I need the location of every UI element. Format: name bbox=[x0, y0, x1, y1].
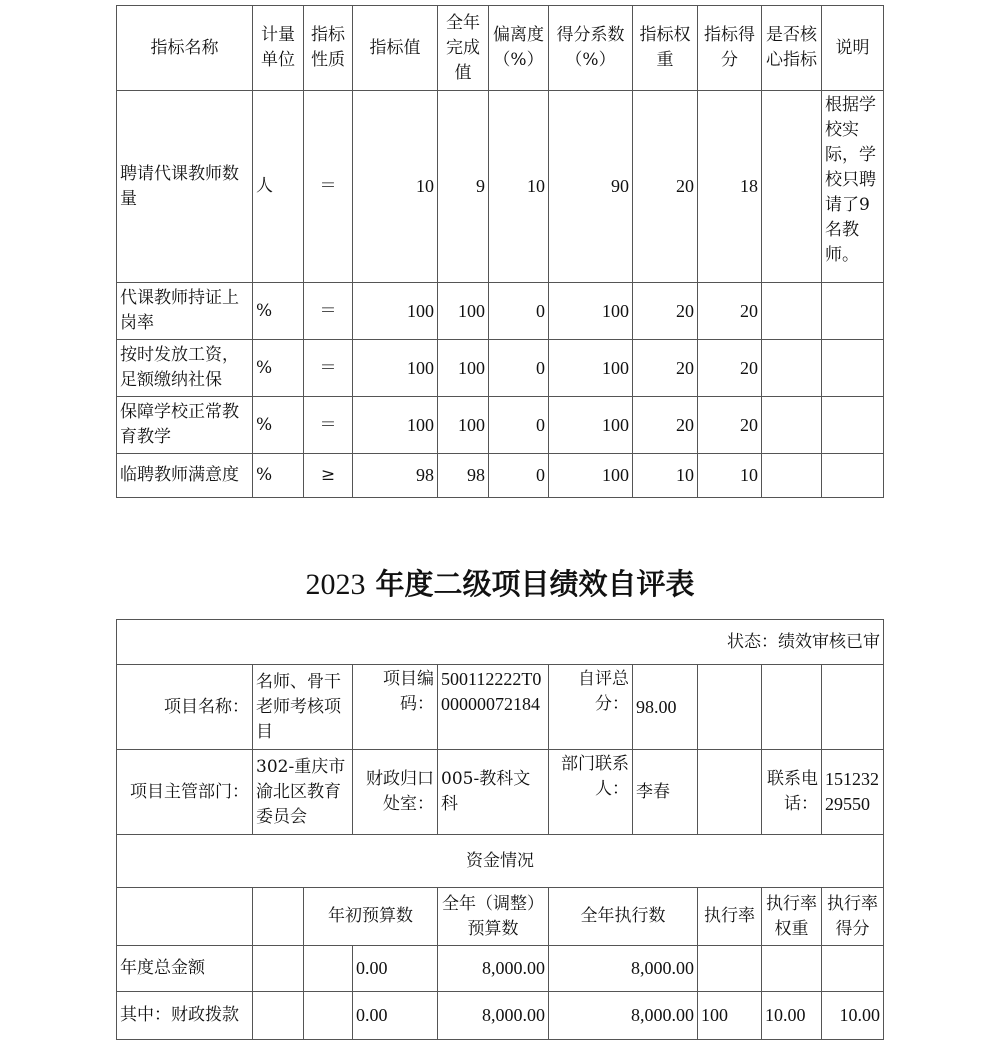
funds-col-header-row bbox=[117, 888, 884, 946]
fund-rate-value bbox=[698, 946, 762, 992]
indicator-actual: 100 bbox=[438, 397, 489, 454]
col-header-coef: 得分系数（%） bbox=[549, 6, 633, 91]
indicator-nature: ＝ bbox=[304, 91, 353, 283]
indicator-nature: ＝ bbox=[304, 397, 353, 454]
col-header-score: 指标得分 bbox=[698, 6, 762, 91]
empty-cell bbox=[253, 992, 304, 1040]
dept-info-row bbox=[117, 750, 884, 835]
fund-executed-value: 8,000.00 bbox=[549, 946, 698, 992]
col-header-note: 说明 bbox=[822, 6, 884, 91]
indicator-target: 100 bbox=[353, 283, 438, 340]
fund-adjusted-value: 8,000.00 bbox=[438, 946, 549, 992]
col-header-weight: 指标权重 bbox=[633, 6, 698, 91]
table-row bbox=[117, 397, 884, 454]
indicator-core bbox=[762, 340, 822, 397]
indicator-name: 代课教师持证上岗率 bbox=[117, 283, 253, 340]
indicator-weight: 20 bbox=[633, 340, 698, 397]
empty-cell bbox=[253, 946, 304, 992]
indicator-coef: 90 bbox=[549, 91, 633, 283]
indicator-deviation: 0 bbox=[489, 283, 549, 340]
phone-value: 15123229550 bbox=[822, 750, 884, 835]
indicator-score: 20 bbox=[698, 397, 762, 454]
indicator-weight: 10 bbox=[633, 454, 698, 498]
indicator-weight: 20 bbox=[633, 283, 698, 340]
indicator-coef: 100 bbox=[549, 340, 633, 397]
project-name-value: 名师、骨干老师考核项目 bbox=[253, 665, 353, 750]
col-header-nature: 指标性质 bbox=[304, 6, 353, 91]
indicator-target: 98 bbox=[353, 454, 438, 498]
col-header-rate-weight: 执行率权重 bbox=[762, 888, 822, 946]
empty-cell bbox=[762, 665, 822, 750]
indicator-note: 根据学校实际，学校只聘请了9名教师。 bbox=[822, 91, 884, 283]
fund-row-label: 其中：财政拨款 bbox=[117, 992, 253, 1040]
indicator-target: 100 bbox=[353, 397, 438, 454]
table-row bbox=[117, 340, 884, 397]
indicator-note bbox=[822, 283, 884, 340]
col-header-deviation: 偏离度（%） bbox=[489, 6, 549, 91]
empty-cell bbox=[304, 992, 353, 1040]
indicator-name: 保障学校正常教育教学 bbox=[117, 397, 253, 454]
indicator-name: 聘请代课教师数量 bbox=[117, 91, 253, 283]
indicator-score: 20 bbox=[698, 340, 762, 397]
indicator-actual: 100 bbox=[438, 340, 489, 397]
col-header-rate-score: 执行率得分 bbox=[822, 888, 884, 946]
indicator-core bbox=[762, 283, 822, 340]
table-row bbox=[117, 992, 884, 1040]
indicator-note bbox=[822, 397, 884, 454]
indicator-coef: 100 bbox=[549, 454, 633, 498]
project-code-label: 项目编码： bbox=[353, 665, 438, 750]
indicator-target: 100 bbox=[353, 340, 438, 397]
indicator-core bbox=[762, 397, 822, 454]
empty-cell bbox=[304, 946, 353, 992]
indicator-target: 10 bbox=[353, 91, 438, 283]
empty-cell bbox=[253, 888, 304, 946]
indicator-deviation: 0 bbox=[489, 397, 549, 454]
empty-cell bbox=[698, 665, 762, 750]
finance-office-label: 财政归口处室： bbox=[353, 750, 438, 835]
col-header-core: 是否核心指标 bbox=[762, 6, 822, 91]
indicator-deviation: 0 bbox=[489, 454, 549, 498]
finance-office-value: 005-教科文科 bbox=[438, 750, 549, 835]
contact-label: 部门联系人： bbox=[549, 750, 633, 835]
indicator-unit: % bbox=[253, 283, 304, 340]
indicator-actual: 9 bbox=[438, 91, 489, 283]
fund-row-label: 年度总金额 bbox=[117, 946, 253, 992]
indicator-unit: % bbox=[253, 397, 304, 454]
evaluation-table bbox=[116, 619, 884, 1040]
col-header-target: 指标值 bbox=[353, 6, 438, 91]
table-row bbox=[117, 283, 884, 340]
indicator-nature: ＝ bbox=[304, 340, 353, 397]
indicator-header-row bbox=[117, 6, 884, 91]
indicator-deviation: 0 bbox=[489, 340, 549, 397]
indicator-nature: ≥ bbox=[304, 454, 353, 498]
status-row bbox=[117, 620, 884, 665]
fund-initial-value: 0.00 bbox=[353, 946, 438, 992]
fund-adjusted-value: 8,000.00 bbox=[438, 992, 549, 1040]
indicator-coef: 100 bbox=[549, 397, 633, 454]
page-title bbox=[0, 562, 1000, 603]
indicator-unit: % bbox=[253, 454, 304, 498]
indicator-score: 20 bbox=[698, 283, 762, 340]
indicator-weight: 20 bbox=[633, 397, 698, 454]
col-header-adjusted-budget: 全年（调整）预算数 bbox=[438, 888, 549, 946]
empty-cell bbox=[822, 665, 884, 750]
title-year: 2023 bbox=[305, 568, 366, 601]
indicator-actual: 98 bbox=[438, 454, 489, 498]
col-header-executed: 全年执行数 bbox=[549, 888, 698, 946]
indicator-coef: 100 bbox=[549, 283, 633, 340]
title-text: 年度二级项目绩效自评表 bbox=[375, 567, 695, 601]
table-row bbox=[117, 454, 884, 498]
funds-header: 资金情况 bbox=[117, 835, 884, 888]
self-score-label: 自评总分： bbox=[549, 665, 633, 750]
indicator-name: 按时发放工资，足额缴纳社保 bbox=[117, 340, 253, 397]
phone-label: 联系电话： bbox=[762, 750, 822, 835]
indicator-name: 临聘教师满意度 bbox=[117, 454, 253, 498]
empty-cell bbox=[698, 750, 762, 835]
indicator-actual: 100 bbox=[438, 283, 489, 340]
contact-value: 李春 bbox=[633, 750, 698, 835]
dept-label: 项目主管部门： bbox=[117, 750, 253, 835]
indicator-core bbox=[762, 454, 822, 498]
col-header-actual: 全年完成值 bbox=[438, 6, 489, 91]
indicator-note bbox=[822, 340, 884, 397]
indicator-core bbox=[762, 91, 822, 283]
status-badge: 状态：绩效审核已审 bbox=[117, 620, 884, 665]
fund-rate-score-value: 10.00 bbox=[822, 992, 884, 1040]
indicator-score: 10 bbox=[698, 454, 762, 498]
indicator-note bbox=[822, 454, 884, 498]
project-code-value: 500112222T000000072184 bbox=[438, 665, 549, 750]
col-header-name: 指标名称 bbox=[117, 6, 253, 91]
project-info-row bbox=[117, 665, 884, 750]
project-name-label: 项目名称： bbox=[117, 665, 253, 750]
indicator-deviation: 10 bbox=[489, 91, 549, 283]
col-header-exec-rate: 执行率 bbox=[698, 888, 762, 946]
fund-rate-value: 100 bbox=[698, 992, 762, 1040]
table-row bbox=[117, 946, 884, 992]
fund-rate-score-value bbox=[822, 946, 884, 992]
col-header-initial-budget: 年初预算数 bbox=[304, 888, 438, 946]
empty-cell bbox=[117, 888, 253, 946]
indicator-unit: % bbox=[253, 340, 304, 397]
indicator-nature: ＝ bbox=[304, 283, 353, 340]
indicator-unit: 人 bbox=[253, 91, 304, 283]
indicator-score: 18 bbox=[698, 91, 762, 283]
fund-executed-value: 8,000.00 bbox=[549, 992, 698, 1040]
dept-value: 302-重庆市渝北区教育委员会 bbox=[253, 750, 353, 835]
table-row bbox=[117, 91, 884, 283]
fund-initial-value: 0.00 bbox=[353, 992, 438, 1040]
fund-rate-weight-value bbox=[762, 946, 822, 992]
fund-rate-weight-value: 10.00 bbox=[762, 992, 822, 1040]
indicator-table bbox=[116, 5, 884, 498]
self-score-value: 98.00 bbox=[633, 665, 698, 750]
indicator-weight: 20 bbox=[633, 91, 698, 283]
col-header-unit: 计量单位 bbox=[253, 6, 304, 91]
funds-header-row bbox=[117, 835, 884, 888]
